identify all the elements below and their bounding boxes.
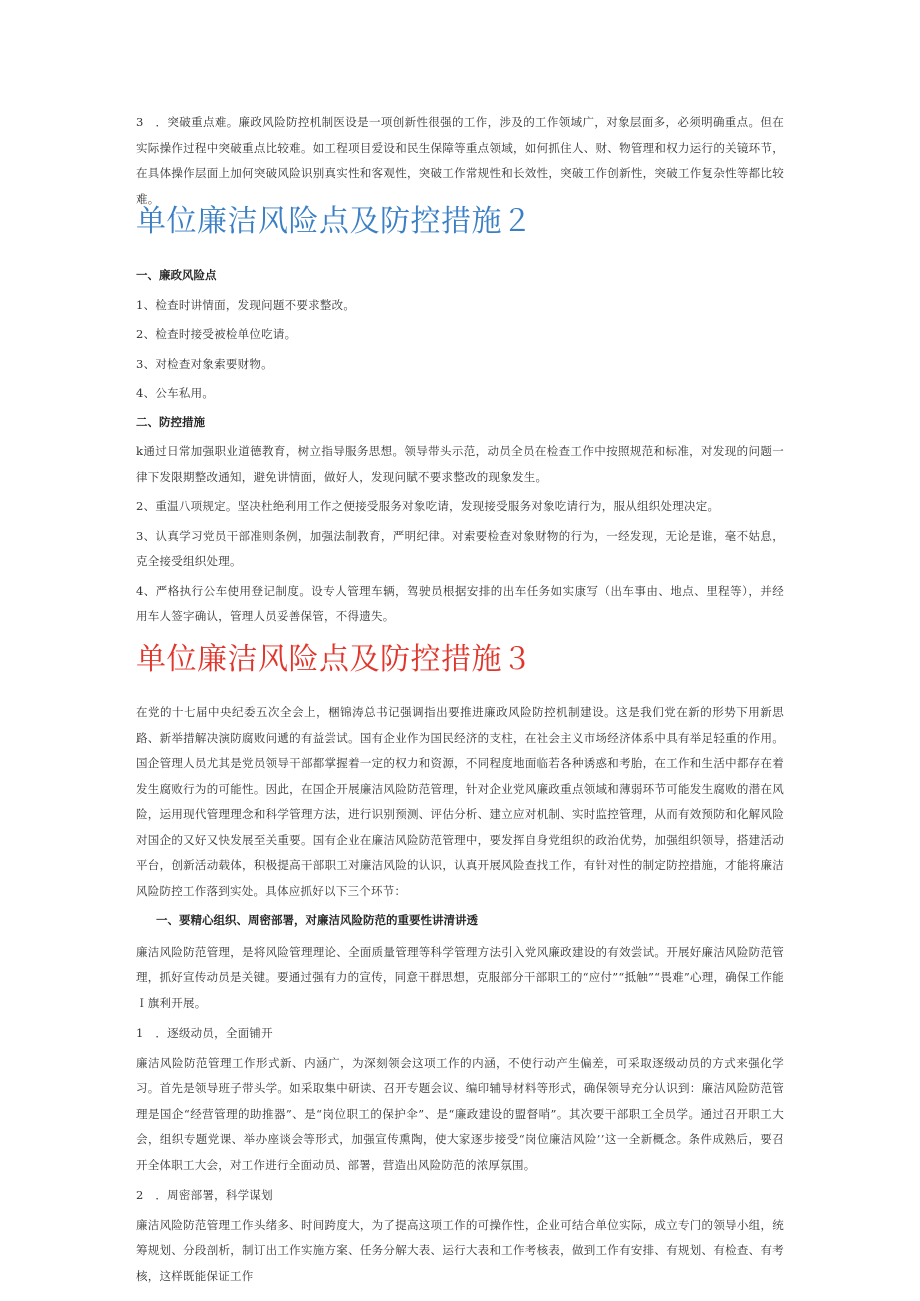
measures-item-3: 3、认真学习党员干部准则条例，加强法制教育，严明纪律。对索要检查对象财物的行为，一经发现，无论是谁，毫不姑息，克全接受组织处理。	[136, 528, 784, 568]
section3-subheading: 一、要精心组织、周密部署，对廉洁风险防范的重要性讲清讲透	[156, 913, 478, 927]
section3-paragraph-2: 廉洁风险防范管理，是将风险管理理论、全面质量管理等科学管理方法引入党风廉政建设的有效尝试。开展好廉洁风险防范管理，抓好宣传动员是关键。要通过强有力的宣传，同意干群思想，克服部分干部职工的“应付”“抵触”“畏难”心理，确保工作能Ｉ旗利开展。	[136, 944, 784, 1010]
item2-paragraph: 廉洁风险防范管理工作头绪多、时间跨度大，为了提高这项工作的可操作性，企业可结合单位实际，成立专门的领导小组，统筹规划、分段剖析，制订出工作实施方案、任务分解大表、运行大表和工作考核表，做到工作有安排、有规划、有检查、有考核，这样既能保证工作	[136, 1217, 784, 1283]
measures-item-2: 2、重温八项规定。坚决杜绝利用工作之便接受服务对象吃请，发现接受服务对象吃请行为，服从组织处理决定。	[136, 499, 720, 513]
section2-title: 单位廉洁风险点及防控措施２	[136, 204, 533, 239]
section2-body	[136, 263, 784, 630]
risk-item-2: 2、检查时接受被检单位吃请。	[136, 327, 297, 341]
risk-item-3: 3、对检查对象索要财物。	[136, 356, 273, 371]
item2-label: 2 ．周密部署，科学谋划	[136, 1188, 273, 1202]
intro-item-3: 3 ．突破重点难。廉政风险防控机制医设是一项创新性很强的工作，涉及的工作领域广，对象层面多，必须明确重点。但在实际操作过程中突破重点比较难。如工程项目爱设和民生保障等重点领域，如何抓住人、财、物管理和权力运行的关镜环节，在具体操作层面上加何突破风险识别真实性和客观性，突破工作常规性和长效性，突破工作创新性，突破工作复杂性等都比较难。	[136, 115, 784, 206]
risk-item-4: 4、公车私用。	[136, 386, 215, 400]
risk-item-1: 1、检查时讲情面，发现问题不要求整改。	[136, 297, 356, 312]
intro-block	[136, 110, 784, 212]
section3-body	[136, 700, 784, 1289]
item1-paragraph: 廉洁风险防范管理工作形式新、内涵广，为深刻领会这项工作的内涵，不使行动产生偏差，可采取逐级动员的方式来强化学习。首先是领导班子带头学。如采取集中研读、召开专题会议、编印辅导材料等形式，确保领导充分认识到：廉洁风险防范管理是国企“经营管理的助推器”、是“岗位职工的保护伞”、是“廉政建设的盟督哨”。其次要干部职工全员学。通过召开职工大会，组织专题党课、举办座谈会等形式，加强宣传熏陶，使大家逐步接受“岗位廉洁风险’’这一全新概念。条件成熟后，要召开全体职工大会，对工作进行全面动员、部署，营造出风险防范的浓厚氛围。	[136, 1055, 784, 1172]
measures-item-1: k通过日常加强职业道德教育，树立指导服务思想。领导带头示范，动员全员在检查工作中按照规范和标准，对发现的问题一律下发限期整改通知，避免讲情面，做好人，发现问賦不要求整改的现象发生。	[136, 444, 784, 484]
measures-heading: 二、防控措施	[136, 414, 205, 429]
risk-heading: 一、廉政风险点	[136, 268, 217, 282]
item1-label: 1 ．逐级动员，全面铺开	[136, 1026, 273, 1040]
section3-intro-paragraph: 在党的十七届中央纪委五次全会上，梱锦涛总书记强调指出要推进廉政风险防控机制建设。这是我们党在新的形势下用新思路、新举措解决演防腐败问遞的有益尝试。国有企业作为国民经济的支柱，在社会主义市场经济体系中具有举足轻重的作用。国企管理人员尤其是党员领导干部都掌握着一定的权力和资源，不同程度地面临若各种诱惑和考胎，在工作和生活中都存在着发生腐败行为的可能性。因此，在国企开展廉洁风险防范管理，针对企业党风廉政重点领域和薄弱环节可能发生腐败的潜在风险，运用现代管理理念和科学管理方法，进行识别预测、评估分析、建立应对机制、实时监控管理，从而有效预防和化解风险对国企的又好又快发展至关重要。国有企业在廉洁风险防范管理中，要发挥自身党组织的政治优势，加强组织领导，搭建活动平台，创新活动载体，积极提高干部职工对廉洁风险的认识，认真开展风险查找工作，有针对性的制定防控措施，才能将廉洁风险防控工作落到实处。具体应抓好以下三个环节：	[136, 705, 784, 898]
measures-item-4: 4、严格执行公车使用登记制度。设专人管理车辆，驾驶员根据安排的出车任务如实康写（出车事由、地点、里程等），并经用车人签字确认，管理人员妥善保管，不得遗失。	[136, 583, 784, 623]
section3-title: 单位廉洁风险点及防控措施３	[136, 642, 533, 677]
